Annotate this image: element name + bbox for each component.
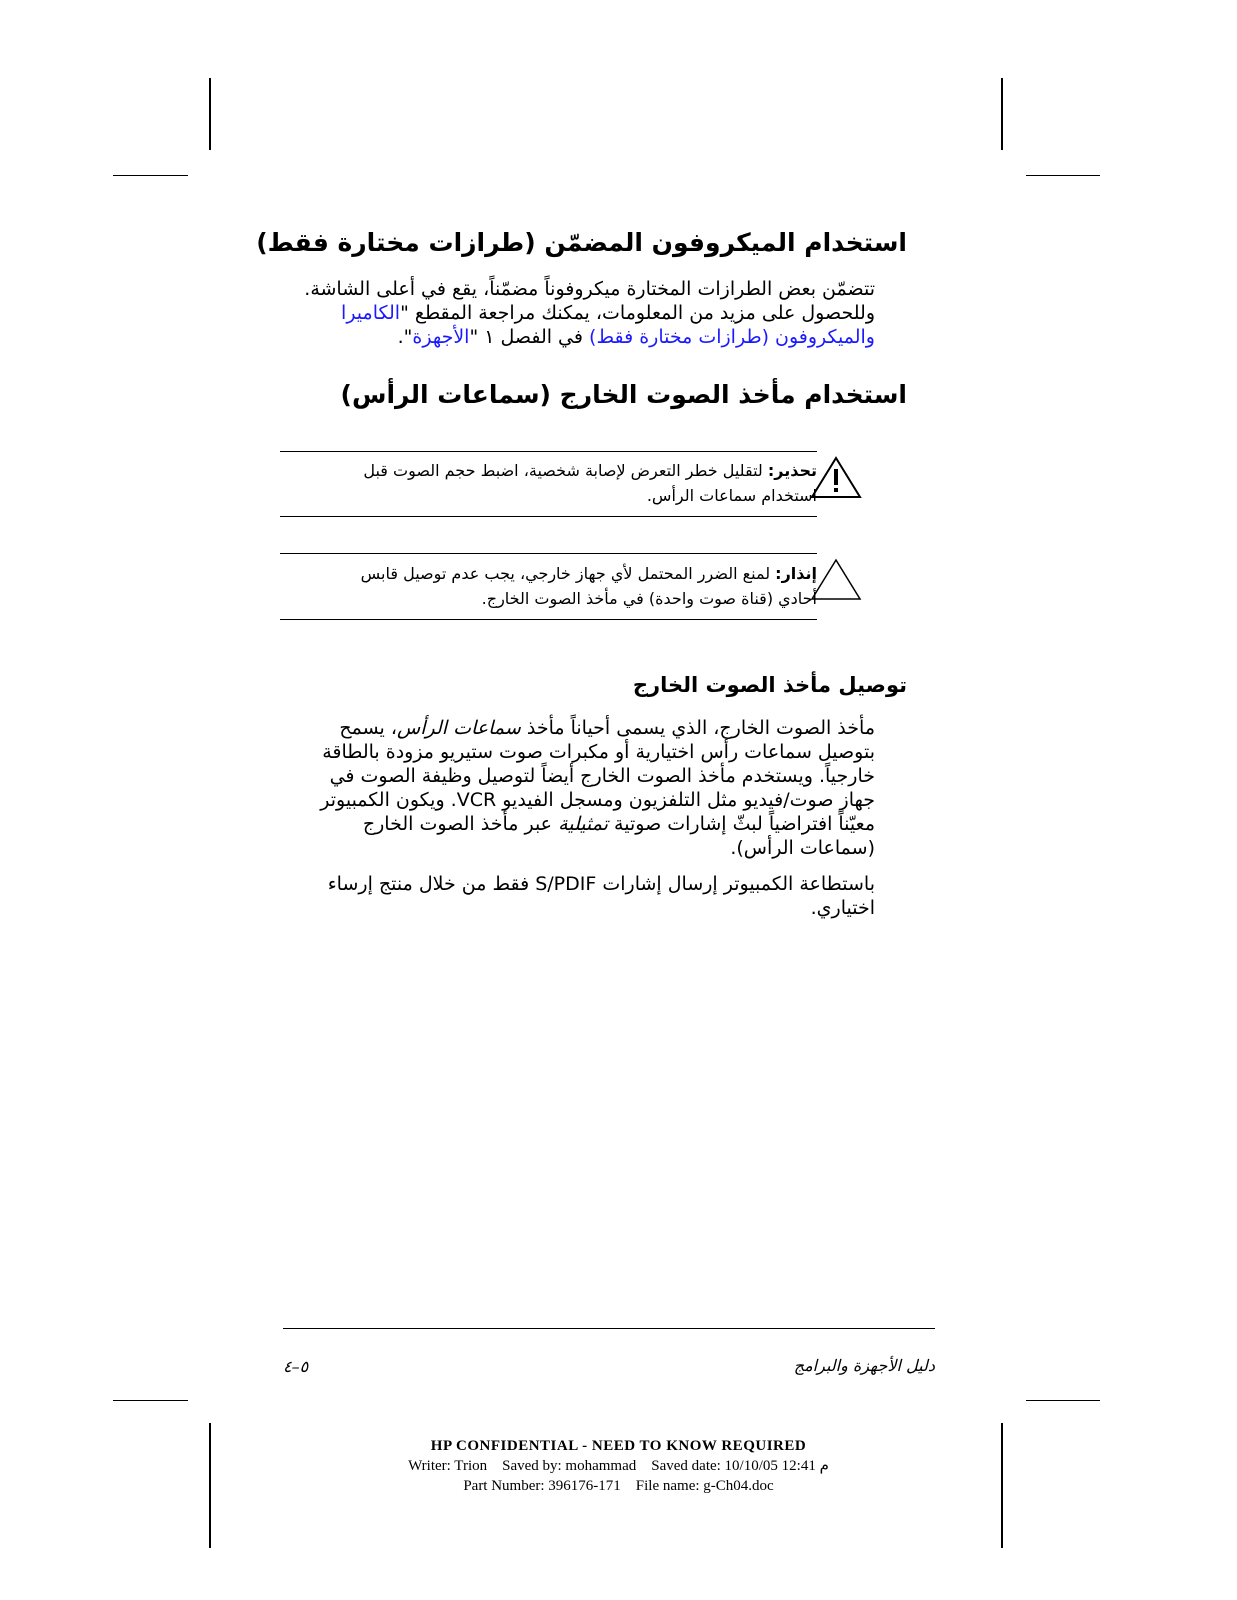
note-divider [280, 451, 817, 452]
note-text: لمنع الضرر المحتمل لأي جهاز خارجي، يجب عدم توصيل قابس [360, 564, 776, 583]
paragraph-line: خارجياً. ويستخدم مأخذ الصوت الخارج أيضاً لتوصيل وظيفة الصوت في [329, 765, 875, 787]
paragraph-line: جهاز صوت/فيديو مثل التلفزيون ومسجل الفيديو VCR. ويكون الكمبيوتر [320, 789, 875, 811]
hardware-link[interactable]: الأجهزة [412, 326, 470, 348]
section-heading-headphone-jack: استخدام مأخذ الصوت الخارج (سماعات الرأس) [340, 380, 907, 409]
camera-link[interactable]: الكاميرا [341, 302, 401, 324]
manual-title: دليل الأجهزة والبرامج [793, 1356, 935, 1375]
note-divider [280, 516, 817, 517]
section-heading-microphone: استخدام الميكروفون المضمّن (طرازات مختارة فقط) [256, 228, 907, 257]
paragraph-text: عبر مأخذ الصوت الخارج [362, 813, 559, 835]
note-line [290, 458, 817, 483]
emphasis-text: سماعات الرأس [397, 717, 521, 739]
footer-divider [283, 1328, 935, 1329]
paragraph-text: ". [397, 326, 413, 348]
emphasis-text: تمثيلية [558, 813, 609, 835]
paragraph-line [255, 301, 875, 325]
crop-mark [1001, 78, 1003, 150]
paragraph-line: اختياري. [810, 897, 875, 919]
paragraph-text: معيّناً افتراضياً لبثّ إشارات صوتية [608, 813, 875, 835]
note-line: أحادي (قناة صوت واحدة) في مأخذ الصوت الخارج. [481, 589, 817, 608]
caution-label: إنذار: [775, 564, 817, 583]
crop-mark [209, 78, 211, 150]
section-heading-connect-jack: توصيل مأخذ الصوت الخارج [632, 673, 907, 697]
warning-triangle-icon [810, 455, 862, 501]
save-info: Writer: Trion Saved by: mohammad Saved date: 10/10/05 12:41 م [408, 1458, 829, 1474]
paragraph-line: بتوصيل سماعات رأس اختيارية أو مكبرات صوت ستيريو مزودة بالطاقة [322, 741, 875, 763]
paragraph-text: وللحصول على مزيد من المعلومات، يمكنك مراجعة المقطع " [400, 302, 875, 324]
paragraph-line [255, 325, 875, 349]
crop-mark [113, 175, 188, 176]
crop-mark [113, 1400, 188, 1401]
crop-mark [1026, 175, 1100, 176]
microphone-paragraph [255, 277, 875, 349]
note-divider [280, 619, 817, 620]
paragraph-line: (سماعات الرأس). [730, 837, 875, 859]
warning-note [290, 458, 817, 508]
caution-triangle-icon [810, 557, 862, 603]
warning-label: تحذير: [767, 461, 817, 480]
microphone-link[interactable]: والميكروفون (طرازات مختارة فقط) [589, 326, 875, 348]
note-divider [280, 553, 817, 554]
paragraph-line [255, 812, 875, 836]
confidential-notice: HP CONFIDENTIAL - NEED TO KNOW REQUIRED [430, 1438, 807, 1454]
caution-note [290, 561, 817, 611]
note-text: لتقليل خطر التعرض لإصابة شخصية، اضبط حجم الصوت قبل [363, 461, 768, 480]
paragraph-line: باستطاعة الكمبيوتر إرسال إشارات S/PDIF فقط من خلال منتج إرساء [327, 873, 875, 895]
spdif-paragraph [255, 872, 875, 920]
paragraph-text: في الفصل ١ " [469, 326, 590, 348]
paragraph-line: تتضمّن بعض الطرازات المختارة ميكروفوناً مضمّناً، يقع في أعلى الشاشة. [304, 278, 875, 300]
part-number: Part Number: 396176-171 File name: g-Ch04.doc [463, 1478, 774, 1494]
paragraph-line [255, 716, 875, 740]
crop-mark [209, 1423, 211, 1548]
note-line: استخدام سماعات الرأس. [646, 486, 817, 505]
note-line [290, 561, 817, 586]
confidential-block [300, 1436, 937, 1496]
paragraph-text: ، يسمح [339, 717, 398, 739]
crop-mark [1026, 1400, 1100, 1401]
paragraph-text: مأخذ الصوت الخارج، الذي يسمى أحياناً مأخذ [520, 717, 875, 739]
crop-mark [1001, 1423, 1003, 1548]
connect-paragraph [255, 716, 875, 860]
page-number: ٥–٤ [283, 1357, 309, 1376]
